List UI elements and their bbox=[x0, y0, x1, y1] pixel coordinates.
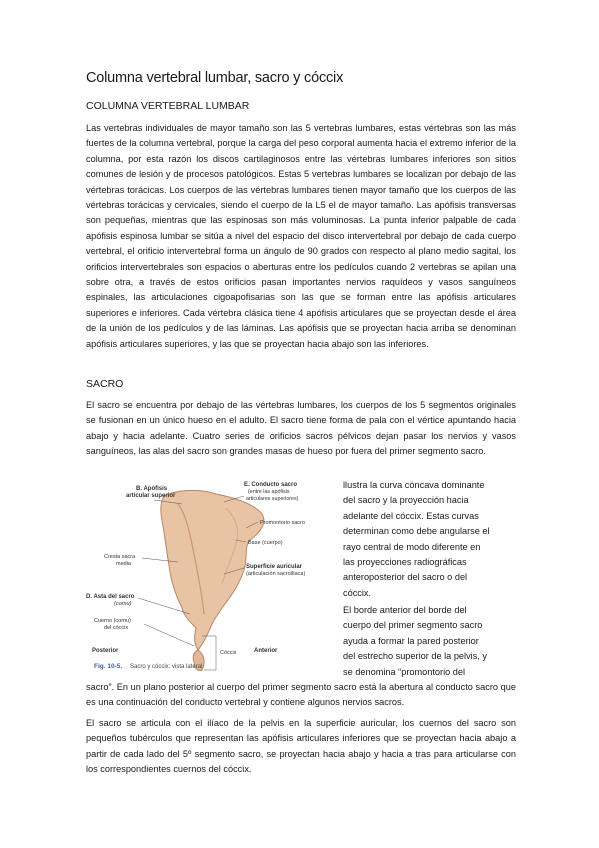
wrap-line: anteroposterior del sacro o del bbox=[343, 572, 468, 583]
label-anterior: Anterior bbox=[254, 648, 278, 654]
paragraph-sacro-1: El sacro se encuentra por debajo de las vértebras lumbares, los cuerpos de los 5 segmentos originales se fusionan en un único hueso en el adulto. El sacro tiene forma de pala con el vértice apuntando hacia abajo y hacia adelante. Cuatro series de orificios sacros pélvicos dejan pasar los nervios y vasos sanguíneos, las alas del sacro son grandes masas de hueso por fuera del primer segmento sacro. bbox=[86, 400, 516, 457]
wrap-line: llustra la curva cóncava dominante bbox=[343, 480, 485, 490]
wrap-text-1 bbox=[343, 478, 518, 601]
paragraph-sacro-2-tail: sacro”. En un plano posterior al cuerpo del primer segmento sacro está la abertura al conducto sacro que es una continuación del conducto vertebral y contiene algunos nervios sacros. bbox=[86, 682, 516, 708]
sacrum-figure bbox=[86, 474, 336, 676]
wrap-line: del sacro y la proyección hacia bbox=[343, 495, 469, 506]
wrap-line: se denomina “promontorio del bbox=[343, 666, 466, 677]
figure-caption-number: Fig. 10-5. bbox=[94, 663, 123, 670]
label-posterior: Posterior bbox=[92, 648, 119, 654]
wrap-line: El borde anterior del borde del bbox=[343, 605, 467, 615]
label-cresta: Cresta sacra bbox=[104, 554, 136, 560]
wrap-line: determinan como debe angularse el bbox=[343, 526, 490, 537]
paragraph-lumbar: Las vertebras individuales de mayor tamaño son las 5 vertebras lumbares, estas vértebras son las más fuertes de la columna vertebral, porque la carga del peso corporal aumenta hacia el extremo inferior de la columna, por esta razón los discos cartilaginosos entre las vértebras lumbares inferiores son sitios comunes de lesión y de procesos patológicos. Estas 5 vertebras lumbares se localizan por debajo de las vértebras torácicas. Los cuerpos de las vértebras lumbares tienen mayor tamaño que los cuerpos de las vértebras torácicas y cervicales, siendo el cuerpo de la L5 el de mayor tamaño. Las apófisis transversas son pequeñas, mientras que las espinosas son más voluminosas. La punta inferior palpable de cada apófisis espinosa lumbar se sitúa a nivel del espacio del disco intervertebral por debajo de cada cuerpo vertebral, el orificio intervertebral forma un ángulo de 90 grados con respecto al plano medio sagital, los orificios intervertebrales son espacios o aberturas entre los pedículos cuando 2 vertebras se apilan una sobre otra, a través de estos orificios pasan importantes nervios raquídeos y vasos sanguíneos espinales, las articulaciones cigoapofisarias son las que se forman entre las apófisis articulares superiores e inferiores. Cada vértebra clásica tiene 4 apófisis articulares que se proyectan desde el área de la unión de los pedículos y de las láminas. Las apófisis que se proyectan hacia arriba se denominan apófisis articulares superiores, y las que se proyectan hacia abajo son las inferiores. bbox=[86, 123, 516, 349]
document-title: Columna vertebral lumbar, sacro y cóccix bbox=[86, 70, 344, 86]
sacrum-illustration bbox=[86, 474, 336, 676]
wrap-line: del estrecho superior de la pelvis, y bbox=[343, 651, 488, 662]
wrap-line: ayuda a formar la pared posterior bbox=[343, 635, 479, 646]
heading-lumbar: COLUMNA VERTEBRAL LUMBAR bbox=[86, 100, 250, 112]
label-conducto-3: articulares superiores) bbox=[246, 496, 299, 502]
label-conducto: E. Conducto sacro bbox=[244, 482, 298, 488]
label-cuerno-2: del cóccix bbox=[104, 625, 129, 631]
label-conducto-2: (entre las apófisis bbox=[248, 489, 290, 495]
wrap-line: las proyecciones radiográficas bbox=[343, 557, 467, 568]
label-apofisis: B. Apófisis bbox=[136, 486, 168, 492]
label-cuerno: Cuerno (cornu) bbox=[94, 618, 131, 624]
label-superficie-2: (articulación sacroilíaca) bbox=[246, 571, 306, 577]
figure-caption-text: Sacro y cóccix: vista lateral. bbox=[130, 664, 205, 670]
wrap-line: adelante del cóccix. Estas curvas bbox=[343, 510, 479, 521]
heading-sacro: SACRO bbox=[86, 378, 124, 390]
label-promontorio: Promontorio sacro bbox=[260, 520, 305, 526]
label-asta-2: (cornu) bbox=[114, 601, 132, 607]
wrap-line: cuerpo del primer segmento sacro bbox=[343, 620, 483, 631]
wrap-line: cóccix. bbox=[343, 587, 372, 598]
wrap-line: rayo central de modo diferente en bbox=[343, 541, 481, 552]
label-asta: D. Asta del sacro bbox=[86, 594, 135, 600]
label-superficie: Superficie auricular bbox=[246, 564, 303, 570]
paragraph-sacro-3: El sacro se articula con el ilíaco de la pelvis en la superficie auricular, los cuernos del sacro son pequeños tubérculos que representan las apófisis articulares inferiores que se proyectan hacia abajo a partir de cada lado del 5º segmento sacro, se proyectan hacia abajo y hacia a tras para articularse con los correspondientes cuernos del cóccix. bbox=[86, 718, 516, 775]
label-base: Base (cuerpo) bbox=[248, 540, 283, 546]
wrap-text-2 bbox=[343, 603, 518, 680]
label-cresta-2: media bbox=[116, 561, 131, 567]
label-apofisis-2: articular superior bbox=[126, 493, 176, 499]
label-coccix: Cóccix bbox=[220, 650, 237, 656]
